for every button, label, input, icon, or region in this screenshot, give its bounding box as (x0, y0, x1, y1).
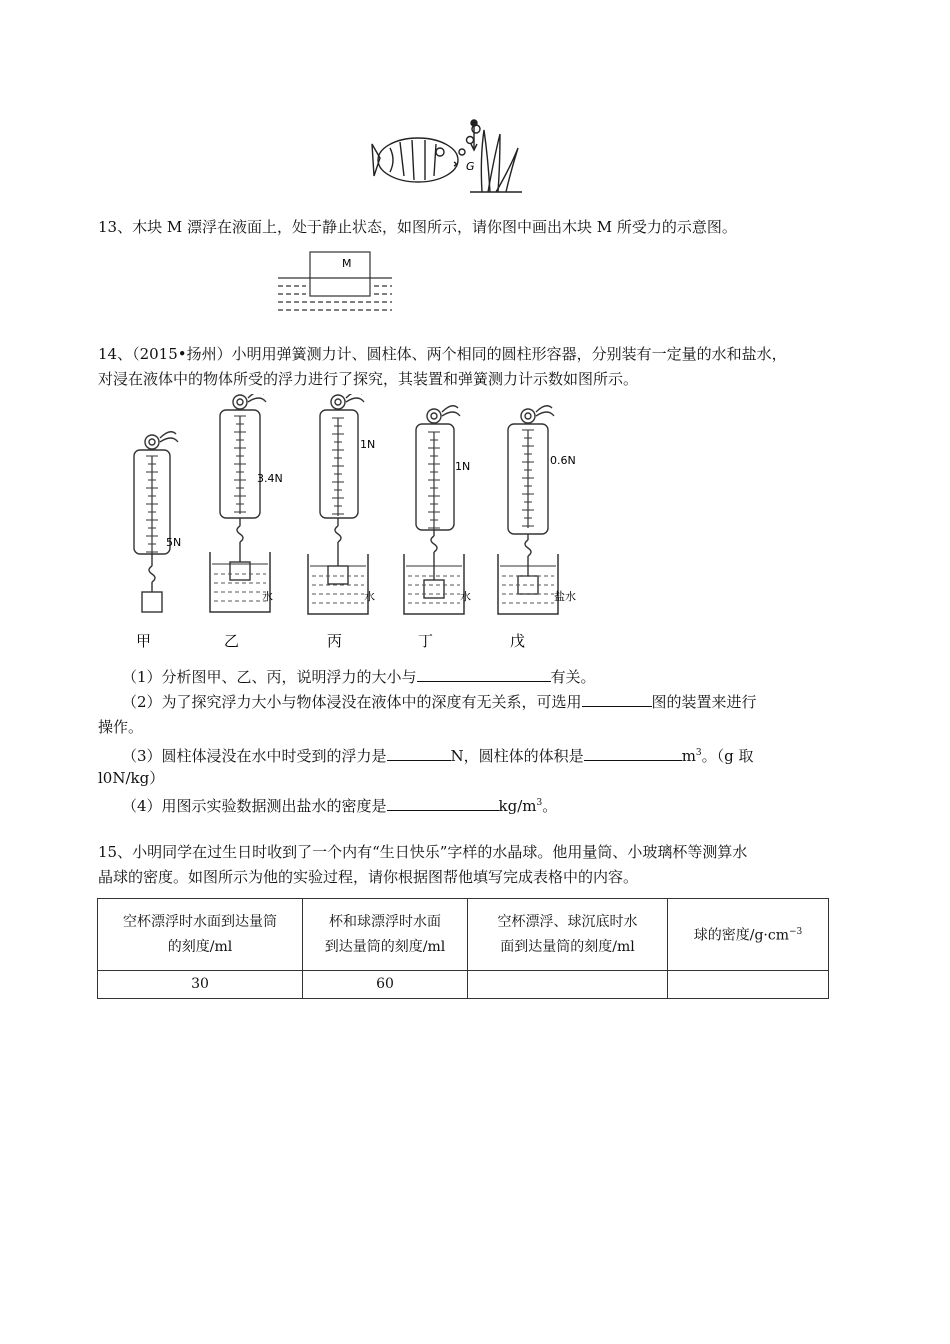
table-cell: 60 (303, 971, 468, 999)
table-row (98, 971, 829, 999)
sub-question-3-cont: l0N/kg） (98, 769, 165, 787)
reading-wu: 0.6N (550, 454, 576, 467)
sub-question-2: （2）为了探究浮力大小与物体浸没在液体中的深度有无关系，可选用 图的装置来进行 (122, 689, 757, 715)
liquid-ding: 水 (460, 590, 471, 603)
table-header-cell: 杯和球漂浮时水面 到达量筒的刻度/ml (303, 899, 468, 971)
reading-yi: 3.4N (257, 472, 283, 485)
sub-question-2-cont: 操作。 (98, 718, 144, 736)
reading-jia: 5N (166, 536, 182, 549)
answer-blank-4[interactable] (584, 744, 682, 761)
fig-label-wu: 戊 (510, 632, 526, 650)
table-header-cell: 球的密度$/g\cdot cm^{-3}$ (668, 899, 829, 971)
fig-label-yi: 乙 (224, 632, 240, 650)
spring-scale-figure (120, 394, 610, 656)
table-header-cell: 空杯漂浮、球沉底时水 面到达量筒的刻度/ml (468, 899, 668, 971)
measurement-table (97, 898, 829, 999)
table-header-row (98, 899, 829, 971)
fig-label-jia: 甲 (136, 632, 152, 650)
table-header-cell: 空杯漂浮时水面到达量筒 的刻度/ml (98, 899, 303, 971)
table-cell: 30 (98, 971, 303, 999)
reading-bing: 1N (360, 438, 376, 451)
question-15-line1: 15、小明同学在过生日时收到了一个内有“生日快乐”字样的水晶球。他用量筒、小玻璃杯等测算水 (98, 843, 748, 861)
table-cell[interactable] (668, 971, 829, 999)
question-13-text: 13、木块 M 漂浮在液面上，处于静止状态，如图所示，请你图中画出木块 M 所受力的示意图。 (98, 218, 737, 236)
question-15-line2: 晶球的密度。如图所示为他的实验过程，请你根据图帮他填写完成表格中的内容。 (98, 868, 639, 886)
sub-question-1: （1）分析图甲、乙、丙，说明浮力的大小与 有关。 (122, 664, 596, 690)
fig-label-ding: 丁 (418, 632, 434, 650)
liquid-yi: 水 (262, 590, 273, 603)
table-cell[interactable] (468, 971, 668, 999)
sub-question-3: （3）圆柱体浸没在水中时受到的浮力是 N，圆柱体的体积是 $m^3$。（g 取 (122, 740, 754, 769)
answer-blank-5[interactable] (387, 794, 499, 811)
fig-label-bing: 丙 (327, 632, 343, 650)
liquid-wu: 盐水 (554, 590, 576, 603)
answer-blank-3[interactable] (387, 744, 451, 761)
block-label: M (342, 257, 352, 270)
fish-figure (370, 118, 530, 196)
answer-blank-1[interactable] (417, 665, 551, 682)
question-14-line2: 对浸在液体中的物体所受的浮力进行了探究，其装置和弹簧测力计示数如图所示。 (98, 370, 639, 388)
weight-label: G (466, 160, 475, 173)
reading-ding: 1N (455, 460, 471, 473)
question-14-line1: 14、（2015•扬州）小明用弹簧测力计、圆柱体、两个相同的圆柱形容器，分别装有一定量的水和盐水， (98, 345, 787, 363)
liquid-bing: 水 (364, 590, 375, 603)
answer-blank-2[interactable] (582, 690, 652, 707)
floating-block-figure (276, 250, 392, 316)
sub-question-4: （4）用图示实验数据测出盐水的密度是 $kg/m^3$。 (122, 790, 557, 819)
